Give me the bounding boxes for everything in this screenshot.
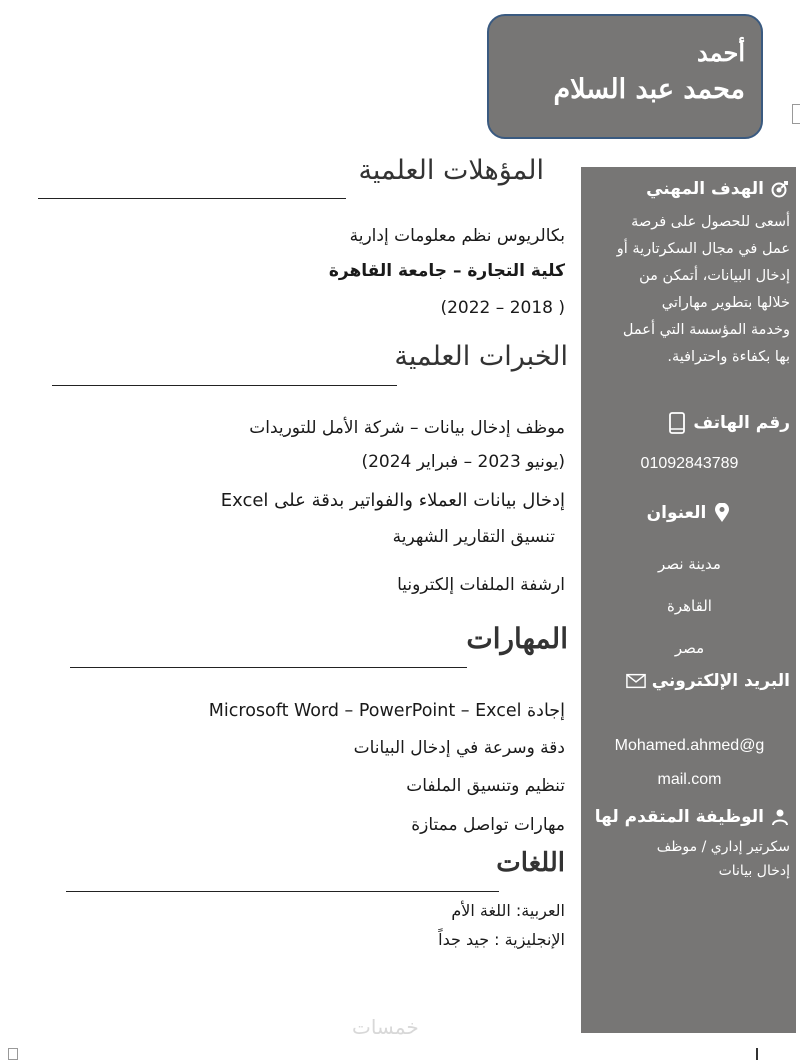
objective-line: أسعى للحصول على فرصة xyxy=(631,214,790,230)
email-title: البريد الإلكتروني xyxy=(651,671,790,691)
email-line: mail.com xyxy=(657,771,722,788)
objective-title: الهدف المهني xyxy=(646,179,764,199)
study-years: ( 2018 – 2022) xyxy=(440,298,565,318)
objective-text xyxy=(589,209,790,371)
job-title: الوظيفة المتقدم لها xyxy=(594,807,764,827)
experience-task: ارشفة الملفات إلكترونيا xyxy=(397,575,565,595)
envelope-icon xyxy=(626,671,646,691)
experience-task: إدخال بيانات العملاء والفواتير بدقة على Excel xyxy=(220,490,565,511)
target-icon xyxy=(770,179,790,199)
address-line: مدينة نصر xyxy=(658,555,721,573)
address-line: القاهرة xyxy=(667,597,712,615)
address-lines xyxy=(589,543,790,669)
objective-line: خلالها بتطوير مهاراتي xyxy=(661,295,790,311)
qualifications-rule xyxy=(38,198,346,199)
skill-item: إجادة Microsoft Word – PowerPoint – Excel xyxy=(208,701,565,721)
skill-item: مهارات تواصل ممتازة xyxy=(411,815,565,835)
objective-line: بها بكفاءة واحترافية. xyxy=(667,349,790,365)
experience-title: الخبرات العلمية xyxy=(394,341,568,372)
skill-item: دقة وسرعة في إدخال البيانات xyxy=(353,738,565,758)
experience-rule xyxy=(52,385,397,386)
job-line: إدخال بيانات xyxy=(718,863,790,879)
page-corner-mark xyxy=(8,1048,18,1060)
experience-period: (يونيو 2023 – فبراير 2024) xyxy=(361,452,565,472)
watermark: خمسات xyxy=(352,1015,419,1039)
phone-heading xyxy=(589,413,790,433)
address-line: مصر xyxy=(674,639,705,657)
person-icon xyxy=(770,807,790,827)
location-pin-icon xyxy=(712,503,732,523)
first-name: أحمد xyxy=(697,38,745,67)
mobile-phone-icon xyxy=(667,413,687,433)
page-corner-mark xyxy=(756,1048,766,1060)
objective-line: وخدمة المؤسسة التي أعمل xyxy=(622,322,790,338)
language-item: الإنجليزية : جيد جداً xyxy=(438,930,565,949)
email-heading xyxy=(589,671,790,691)
phone-number: 01092843789 xyxy=(640,455,739,472)
skill-item: تنظيم وتنسيق الملفات xyxy=(406,776,565,796)
address-heading xyxy=(589,503,790,523)
page-edge-mark xyxy=(792,104,800,124)
skills-rule xyxy=(70,667,467,668)
phone-title: رقم الهاتف xyxy=(693,413,790,433)
skills-title: المهارات xyxy=(466,622,568,655)
college: كلية التجارة – جامعة القاهرة xyxy=(328,261,565,281)
degree: بكالريوس نظم معلومات إدارية xyxy=(349,226,565,246)
objective-line: عمل في مجال السكرتارية أو xyxy=(616,241,790,257)
job-lines xyxy=(589,835,790,883)
languages-title: اللغات xyxy=(496,848,565,878)
job-heading xyxy=(589,807,790,827)
email-line: Mohamed.ahmed@g xyxy=(614,737,765,754)
objective-line: إدخال البيانات، أتمكن من xyxy=(639,268,790,284)
email-lines xyxy=(589,729,790,797)
name-box xyxy=(487,14,763,139)
sidebar xyxy=(581,167,796,1033)
last-name: محمد عبد السلام xyxy=(553,74,745,105)
experience-role: موظف إدخال بيانات – شركة الأمل للتوريدات xyxy=(249,418,565,438)
language-item: العربية: اللغة الأم xyxy=(451,901,565,920)
objective-heading xyxy=(589,179,790,199)
job-line: سكرتير إداري / موظف xyxy=(656,839,790,855)
address-title: العنوان xyxy=(646,503,707,523)
qualifications-title: المؤهلات العلمية xyxy=(358,155,544,186)
languages-rule xyxy=(66,891,499,892)
experience-task: تنسيق التقارير الشهرية xyxy=(392,527,555,547)
